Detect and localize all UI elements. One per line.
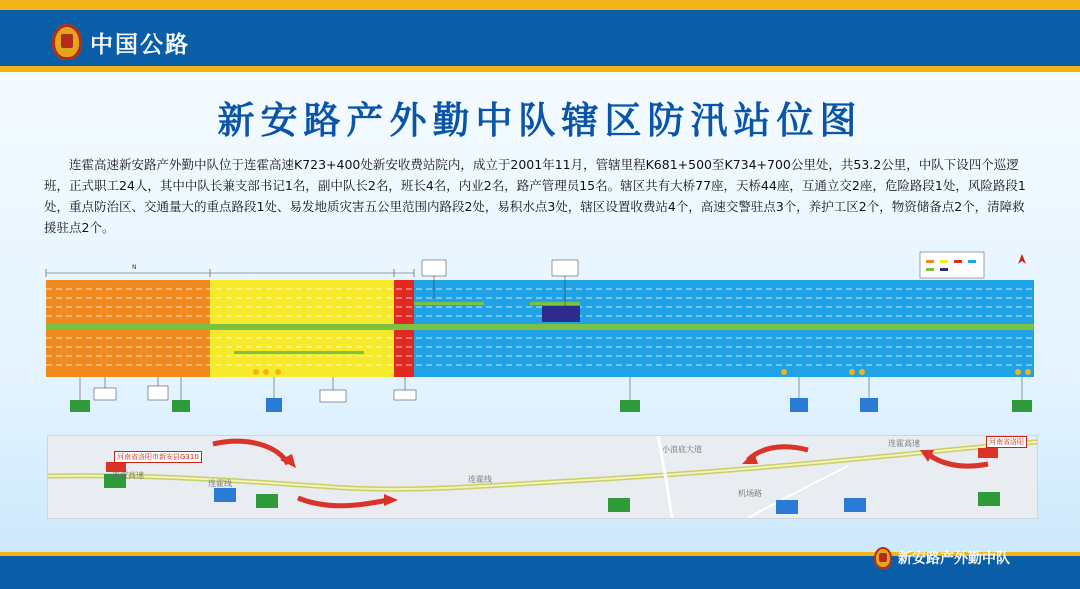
page-title: 新安路产外勤中队辖区防汛站位图: [217, 99, 863, 142]
route-map: [47, 435, 1038, 519]
legend-box: [920, 252, 984, 278]
road-label: 机场路: [738, 489, 762, 498]
brand: [52, 22, 190, 62]
road-label: 连霍线: [468, 475, 492, 484]
road-diagram: [44, 248, 1036, 423]
toll-station-block: [542, 306, 580, 322]
footer-brand-name: 新安路产外勤中队: [898, 551, 1010, 567]
road-label: 连霍高速: [888, 439, 920, 448]
footer-brand: [874, 546, 1010, 570]
brand-name: 中国公路: [90, 31, 190, 58]
map-location-label-right: 河南省洛阳: [986, 436, 1027, 448]
road-label: 连霍线: [208, 479, 232, 488]
highway-emblem-icon: [874, 547, 892, 569]
top-stripe: [0, 0, 1080, 10]
intro-paragraph: 连霍高速新安路产外勤中队位于连霍高速K723+400处新安收费站院内，成立于2001年11月，管辖里程K681+500至K734+700公里处，共53.2公里，中队下设四个巡逻班，正式职工24人，其中中队长兼支部书记1名，副中队长2名，班长4名，内业2名，路产管理员15名。辖区共有大桥77座，天桥44座，互通立交2座，危险路段1处，风险路段1处，重点防治区、交通量大的重点路段1处、易发地质灾害五公里范围内路段2处，易积水点3处，辖区设置收费站4个，高速交警驻点3个，养护工区2个，物资储备点2个，清障救援驻点2个。: [44, 157, 1026, 235]
compass-label: N: [132, 264, 137, 271]
map-location-label-left: 河南省洛阳市新安县G310: [114, 451, 202, 463]
road-diagram-svg: [44, 248, 1036, 423]
road-label: 连霍高速: [112, 471, 144, 480]
compass-icon: [1018, 254, 1026, 264]
road-label: 小浪底大道: [662, 445, 702, 454]
highway-emblem-icon: [52, 24, 82, 60]
